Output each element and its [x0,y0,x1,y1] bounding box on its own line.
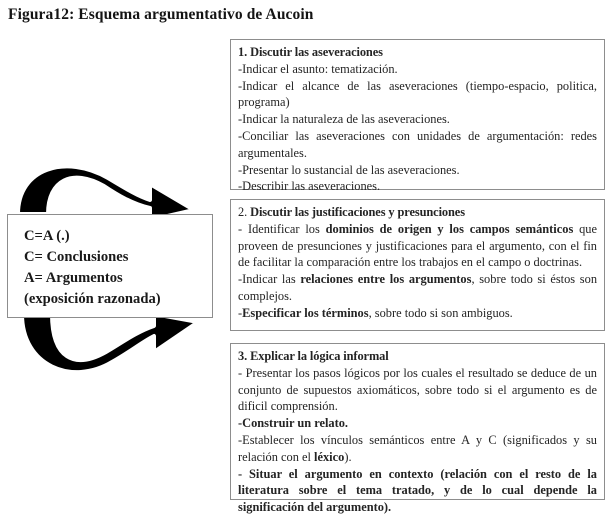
page-title: Figura12: Esquema argumentativo de Aucoin [8,6,314,23]
step-box-3 [230,343,605,515]
step-3-bullet-2 [238,415,597,432]
step-1-heading: 1. Discutir las aseveraciones [238,45,383,59]
step-3-bullet-4-bold: - Situar el argumento en contexto (relación con el resto de la literatura sobre el tema tratado, y de lo cual depende la significación del argumento). [238,466,597,515]
step-3-bullet-2-bold: -Construir un relato. [238,416,349,431]
step-2-bullet-3-bold: Especificar los términos [242,305,369,320]
definition-line-exposicion: (exposición razonada) [24,291,161,307]
curved-arrow-up-icon [8,310,220,388]
step-1-bullet-3: -Indicar la naturaleza de las aseveraciones. [238,112,450,127]
step-2-bullet-1-post: que proveen de presunciones y justificaciones para el argumento, con el fin de facilitar la comparación entre los trabajos en el campo o doctrinas. [238,221,597,270]
step-2-number: 2. [238,205,251,219]
step-2-bullet-3-pre: - [238,305,243,320]
step-1-bullet-4: -Conciliar las aseveraciones con unidades de argumentación: redes argumentales. [238,128,597,160]
step-1-bullet-1: -Indicar el asunto: tematización. [238,61,398,76]
step-3-bullet-3 [238,432,597,466]
definition-box [7,214,213,318]
step-2-bullet-1 [238,221,597,271]
step-2-bullet-2-post: , sobre todo si éstos son complejos. [238,272,598,303]
step-box-1 [230,39,605,194]
step-2-bullet-2-pre: -Indicar las [238,272,301,287]
step-3-bullet-1-pre: - Presentar los pasos lógicos por los cuales el resultado se deduce de un conjunto de supuestos axiomáticos, sobre todo si el argumento es de dificil comprensión. [238,365,597,414]
step-2-bullet-2 [238,271,597,305]
step-2-bullet-3-post: , sobre todo si son ambiguos. [368,305,513,320]
step-2-bullet-1-bold: dominios de origen y los campos semánticos [325,221,574,236]
definition-line-formula: C=A (.) [24,228,70,244]
step-2-heading-text: Discutir las justificaciones y presunciones [250,205,465,219]
step-2-bullet-3 [238,305,597,322]
step-1-bullet-5: -Presentar lo sustancial de las aseveraciones. [238,162,460,177]
definition-line-a: A= Argumentos [24,270,123,286]
step-3-bullet-3-bold: léxico [314,449,345,464]
step-3-bullet-1 [238,365,597,415]
step-2-bullet-1-pre: - Identificar los [238,221,326,236]
step-3-bullet-4 [238,466,597,516]
step-3-bullet-3-post: ). [344,449,352,464]
step-1-bullet-2: -Indicar el alcance de las aseveraciones (tiempo-espacio, politica, programa) [238,78,597,110]
step-1-bullet-6: -Describir las aseveraciones. [238,179,381,194]
step-3-bullet-3-pre: -Establecer los vínculos semánticos entre A y C (significados y su relación con el [238,432,597,464]
step-3-heading: 3. Explicar la lógica informal [238,349,389,363]
curved-arrow-down-icon [8,148,220,220]
step-2-bullet-2-bold: relaciones entre los argumentos [300,272,472,287]
step-2-heading [238,204,597,221]
definition-line-c: C= Conclusiones [24,249,129,265]
step-box-2 [230,199,605,331]
